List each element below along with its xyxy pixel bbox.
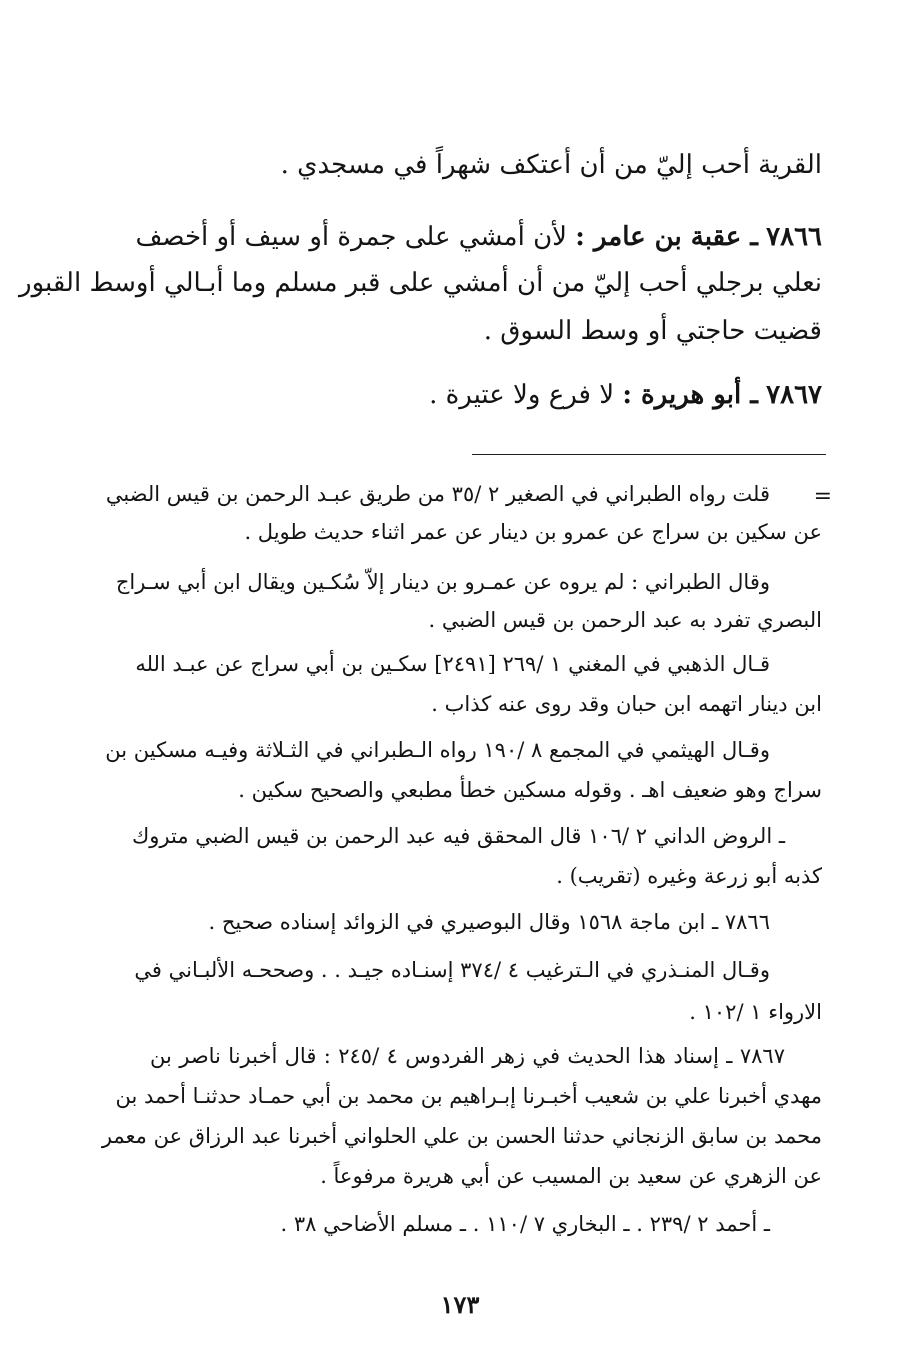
footnote-line-9: ـ الروض الداني ٢ /١٠٦ قال المحقق فيه عبد الرحمن بن قيس الضبي متروك <box>131 824 785 848</box>
hadith-7866-number: ٧٨٦٦ <box>766 222 822 252</box>
footnote-line <box>150 1164 822 1188</box>
footnote-line <box>150 520 822 544</box>
footnote-line <box>150 1000 822 1024</box>
footnote-line-3: وقال الطبراني : لم يروه عن عمـرو بن دينار إلاّ سُكـين ويقال ابن أبي سـراج <box>115 570 770 594</box>
hadith-7866-line-2 <box>19 268 822 298</box>
hadith-7866-line-3 <box>150 316 822 346</box>
footnote-line <box>105 738 770 762</box>
footnote-line-12: وقـال المنـذري في الـترغيب ٤ /٣٧٤ إسنـاده جيـد . . وصححـه الألبـاني في <box>134 958 770 982</box>
footnote-line-15: مهدي أخبرنا علي بن شعيب أخبـرنا إبـراهيم بن محمد بن أبي حمـاد حدثنـا أحمد بن <box>115 1084 822 1108</box>
footnote-line <box>150 864 822 888</box>
footnote-line-1: قلت رواه الطبراني في الصغير ٢ /٣٥ من طريق عبـد الرحمن بن قيس الضبي <box>105 482 770 506</box>
footnote-line-4: البصري تفرد به عبد الرحمن بن قيس الضبي . <box>428 608 822 632</box>
continuation-mark: = <box>813 484 832 509</box>
hadith-7866-narrator: ـ عقبة بن عامر : <box>575 222 758 252</box>
footnote-line <box>150 692 822 716</box>
footnote-line <box>150 608 822 632</box>
footnote-line-8: سراج وهو ضعيف اهـ . وقوله مسكين خطأ مطبعي والصحيح سكين . <box>238 778 822 802</box>
footnote-line <box>101 1124 822 1148</box>
hadith-7867-narrator: ـ أبو هريرة : <box>622 380 758 410</box>
footnote-line-11: ٧٨٦٦ ـ ابن ماجة ١٥٦٨ وقال البوصيري في الزوائد إسناده صحيح . <box>208 910 770 934</box>
page-number: ١٧٣ <box>440 1290 480 1319</box>
hadith-7866-text-2: نعلي برجلي أحب إليّ من أن أمشي على قبر مسلم وما أبـالي أوسط القبور <box>19 268 822 298</box>
footnote-line-16: محمد بن سابق الزنجاني حدثنا الحسن بن علي الحلواني أخبرنا عبد الرزاق عن معمر <box>101 1124 822 1148</box>
footnote-line <box>150 1044 785 1068</box>
footnote-line <box>150 778 822 802</box>
hadith-7867-number: ٧٨٦٧ <box>766 380 822 410</box>
footnote-line-14: ٧٨٦٧ ـ إسناد هذا الحديث في زهر الفردوس ٤ /٢٤٥ : قال أخبرنا ناصر بن <box>150 1044 785 1068</box>
footnote-line <box>150 910 770 934</box>
footnote-line-18: ـ أحمد ٢ /٢٣٩ . ـ البخاري ٧ /١١٠ . ـ مسلم الأضاحي ٣٨ . <box>280 1212 770 1236</box>
hadith-7867-line <box>150 380 822 410</box>
footnote-line-7: وقـال الهيثمي في المجمع ٨ /١٩٠ رواه الـطبراني في الثـلاثة وفيـه مسكين بن <box>105 738 770 762</box>
footnote-line <box>135 652 770 676</box>
hadith-7866-text-1: لأن أمشي على جمرة أو سيف أو أخصف <box>135 222 567 252</box>
hadith-7867-text: لا فرع ولا عتيرة . <box>429 380 615 410</box>
main-text-line <box>150 150 822 180</box>
hadith-7866-text-3: قضيت حاجتي أو وسط السوق . <box>483 316 822 346</box>
footnote-line-2: عن سكين بن سراج عن عمرو بن دينار عن عمر اثناء حديث طويل . <box>244 520 822 544</box>
footnote-line <box>134 958 770 982</box>
footnote-line <box>131 824 785 848</box>
footnote-line <box>150 1212 770 1236</box>
footnote-line-10: كذبه أبو زرعة وغيره (تقريب) . <box>556 864 822 888</box>
main-line-1: القرية أحب إليّ من أن أعتكف شهراً في مسجدي . <box>280 150 822 180</box>
footnote-line-6: ابن دينار اتهمه ابن حبان وقد روى عنه كذاب . <box>431 692 822 716</box>
footnote-separator <box>472 454 826 455</box>
footnote-line <box>115 1084 822 1108</box>
footnote-line-13: الارواء ١ /١٠٢ . <box>689 1000 822 1024</box>
footnote-line-5: قـال الذهبي في المغني ١ /٢٦٩ [٢٤٩١] سكـين بن أبي سراج عن عبـد الله <box>135 652 770 676</box>
footnote-line <box>105 482 770 506</box>
footnote-line <box>115 570 770 594</box>
footnote-line-17: عن الزهري عن سعيد بن المسيب عن أبي هريرة مرفوعاً . <box>320 1164 822 1188</box>
hadith-7866-line-1 <box>135 222 822 252</box>
